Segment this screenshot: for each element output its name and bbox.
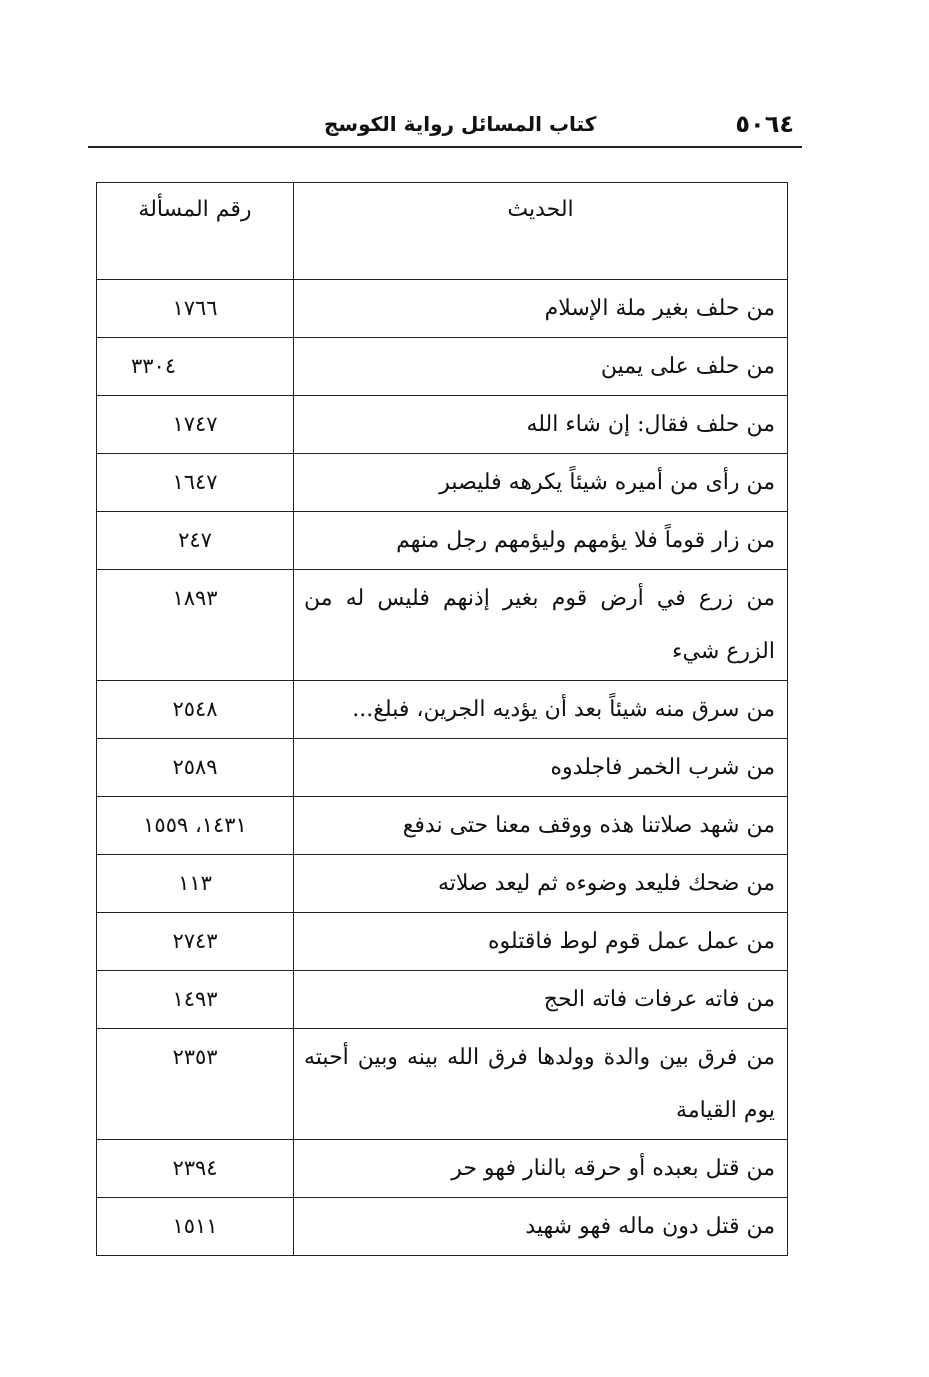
hadith-text: من عمل عمل قوم لوط فاقتلوه — [294, 913, 788, 971]
issue-number: ١٤٩٣ — [97, 971, 294, 1029]
issue-number: ٢٥٤٨ — [97, 681, 294, 739]
issue-number: ٢٧٤٣ — [97, 913, 294, 971]
column-header-hadith: الحديث — [294, 183, 788, 280]
hadith-text: من سرق منه شيئاً بعد أن يؤديه الجرين، فبلغ... — [294, 681, 788, 739]
page-header — [88, 100, 802, 148]
issue-number: ١٦٤٧ — [97, 454, 294, 512]
issue-number: ٢٥٨٩ — [97, 739, 294, 797]
hadith-index-table — [96, 182, 788, 1256]
table-row — [97, 971, 788, 1029]
hadith-text: من قتل دون ماله فهو شهيد — [294, 1198, 788, 1256]
issue-number: ٢٤٧ — [97, 512, 294, 570]
table-row — [97, 681, 788, 739]
hadith-text: من حلف على يمين — [294, 338, 788, 396]
issue-number: ٢٣٥٣ — [97, 1029, 294, 1140]
hadith-text: من زرع في أرض قوم بغير إذنهم فليس له من الزرع شيء — [294, 570, 788, 681]
table-header-row — [97, 183, 788, 280]
hadith-text: من حلف فقال: إن شاء الله — [294, 396, 788, 454]
hadith-text: من فاته عرفات فاته الحج — [294, 971, 788, 1029]
hadith-text: من شهد صلاتنا هذه ووقف معنا حتى ندفع — [294, 797, 788, 855]
hadith-text: من شرب الخمر فاجلدوه — [294, 739, 788, 797]
hadith-text: من زار قوماً فلا يؤمهم وليؤمهم رجل منهم — [294, 512, 788, 570]
table-row — [97, 1198, 788, 1256]
issue-number: ١٧٤٧ — [97, 396, 294, 454]
hadith-text: من قتل بعبده أو حرقه بالنار فهو حر — [294, 1140, 788, 1198]
hadith-text: من رأى من أميره شيئاً يكرهه فليصبر — [294, 454, 788, 512]
table-row — [97, 739, 788, 797]
hadith-text: من ضحك فليعد وضوءه ثم ليعد صلاته — [294, 855, 788, 913]
hadith-text: من فرق بين والدة وولدها فرق الله بينه وبين أحبته يوم القيامة — [294, 1029, 788, 1140]
table-row — [97, 570, 788, 681]
table-row — [97, 454, 788, 512]
issue-number: ١٨٩٣ — [97, 570, 294, 681]
table-row — [97, 280, 788, 338]
issue-number: ١١٣ — [97, 855, 294, 913]
table-row — [97, 1140, 788, 1198]
table-row — [97, 338, 788, 396]
issue-number: ١٧٦٦ — [97, 280, 294, 338]
page-number: ٥٠٦٤ — [735, 110, 794, 138]
issue-number: ١٥١١ — [97, 1198, 294, 1256]
table-row — [97, 1029, 788, 1140]
issue-number: ٢٣٩٤ — [97, 1140, 294, 1198]
column-header-issue-number: رقم المسألة — [97, 183, 294, 280]
hadith-text: من حلف بغير ملة الإسلام — [294, 280, 788, 338]
table-row — [97, 913, 788, 971]
table-row — [97, 512, 788, 570]
issue-number: ١٤٣١، ١٥٥٩ — [97, 797, 294, 855]
issue-number: ٣٣٠٤ — [97, 338, 294, 396]
table-row — [97, 797, 788, 855]
table-row — [97, 396, 788, 454]
book-title: كتاب المسائل رواية الكوسج — [324, 112, 597, 136]
table-row — [97, 855, 788, 913]
